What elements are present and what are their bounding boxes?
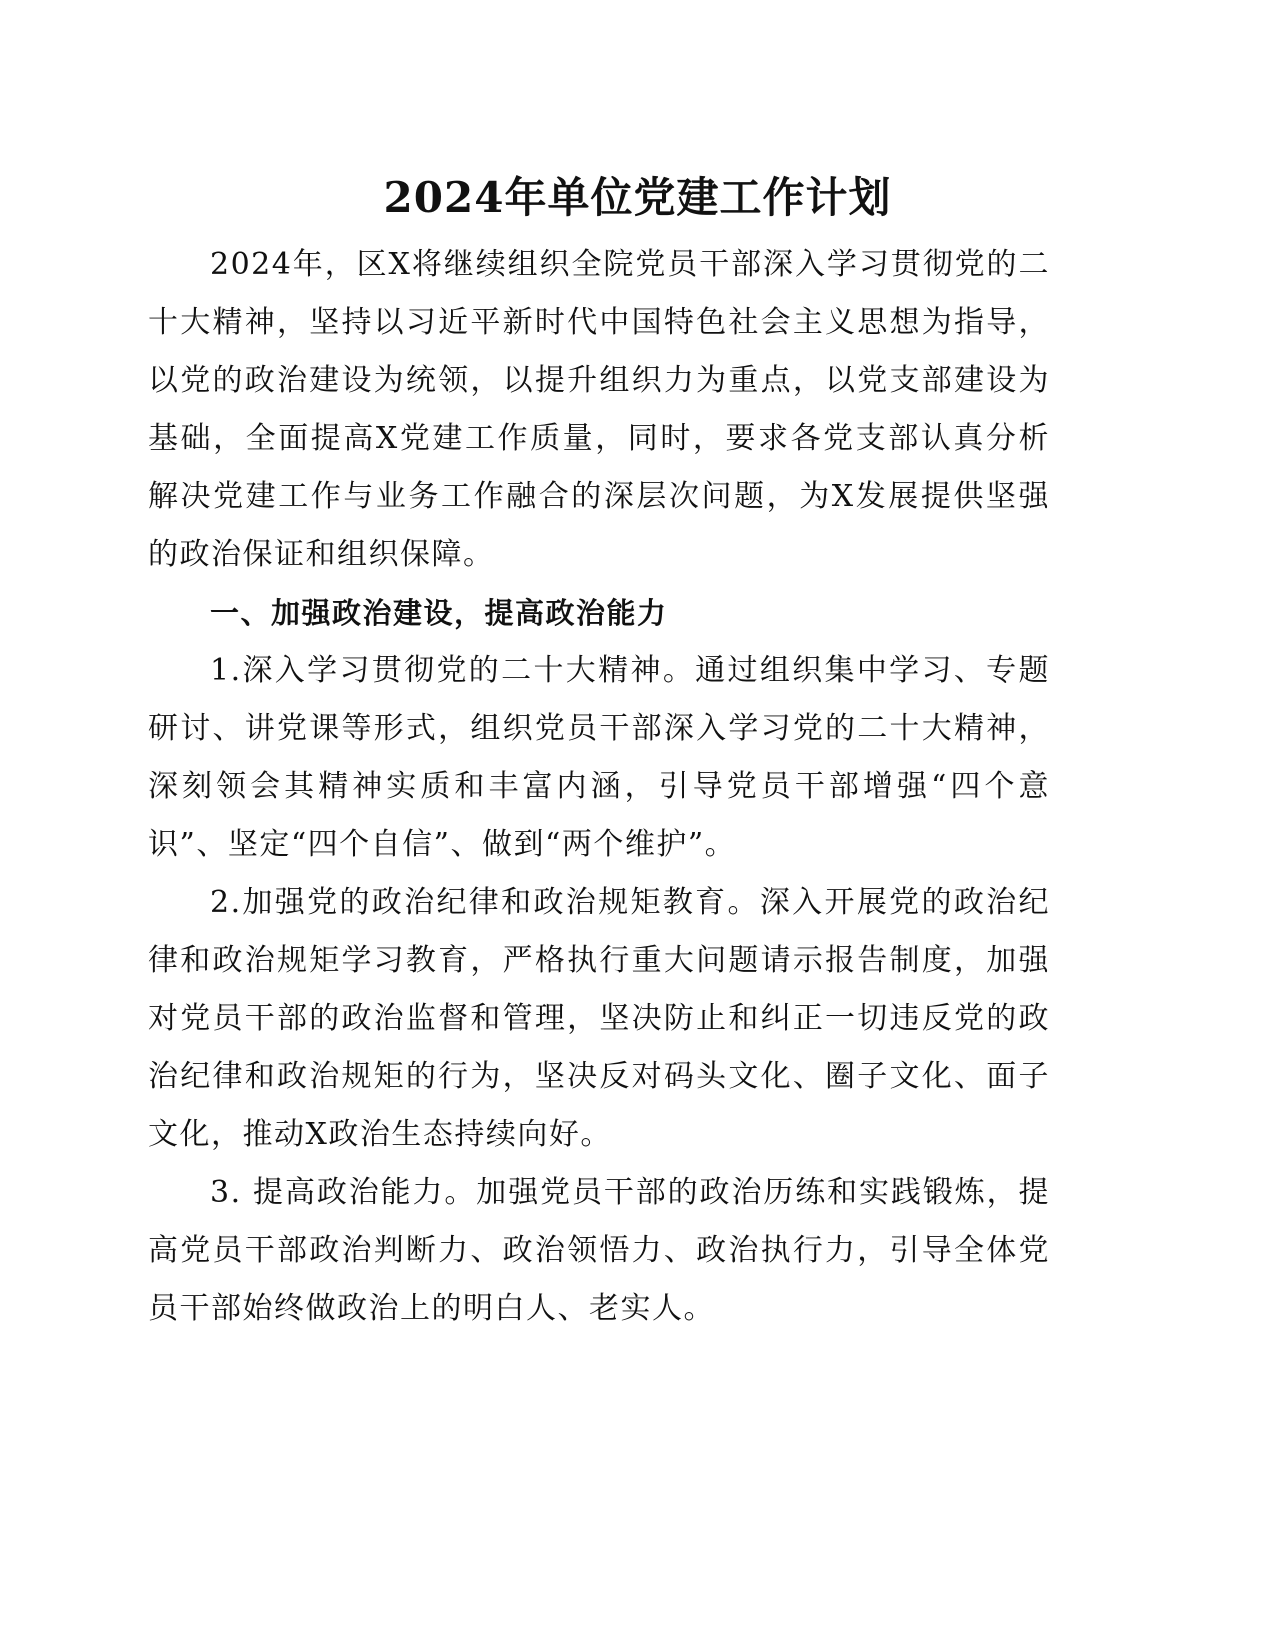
section-item-3: 3. 提高政治能力。加强党员干部的政治历练和实践锻炼，提高党员干部政治判断力、政治领悟力、政治执行力，引导全体党员干部始终做政治上的明白人、老实人。 [148,1175,1050,1326]
section-item-1: 1.深入学习贯彻党的二十大精神。通过组织集中学习、专题研讨、讲党课等形式，组织党员干部深入学习党的二十大精神，深刻领会其精神实质和丰富内涵，引导党员干部增强“四个意识”、坚定“四个自信”、做到“两个维护”。 [148,653,1050,862]
section-heading: 一、加强政治建设，提高政治能力 [210,596,668,630]
section-item-2: 2.加强党的政治纪律和政治规矩教育。深入开展党的政治纪律和政治规矩学习教育，严格执行重大问题请示报告制度，加强对党员干部的政治监督和管理，坚决防止和纠正一切违反党的政治纪律和政治规矩的行为，坚决反对码头文化、圈子文化、面子文化，推动X政治生态持续向好。 [148,885,1050,1152]
document-title: 2024年单位党建工作计划 [383,173,892,222]
intro-paragraph: 2024年，区X将继续组织全院党员干部深入学习贯彻党的二十大精神，坚持以习近平新时代中国特色社会主义思想为指导，以党的政治建设为统领，以提升组织力为重点，以党支部建设为基础，全面提高X党建工作质量，同时，要求各党支部认真分析解决党建工作与业务工作融合的深层次问题，为X发展提供坚强的政治保证和组织保障。 [148,247,1050,572]
document-body [148,236,1050,1338]
